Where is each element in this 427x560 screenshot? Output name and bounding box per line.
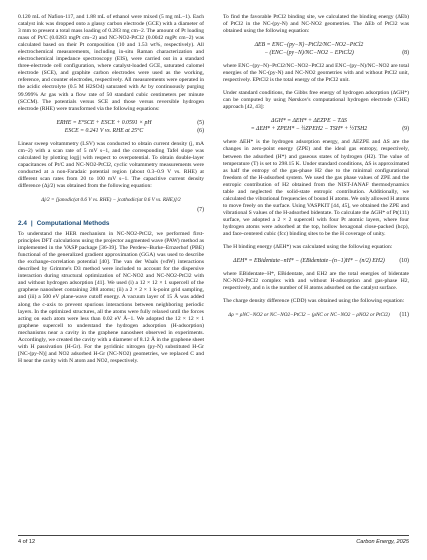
equation-body: Δj/2 = [janodic(at 0.6 V vs. RHE) − jcathodic(at 0.6 V vs. RHE)]/2 bbox=[41, 196, 181, 203]
paragraph: where ΔEH* is the hydrogen adsorption energy, and ΔEZPE and ΔS are the changes in zero-point energy (ZPE) and the ideal gas entropy, respectively, between the adsorbed (H*) and gaseous states of hydrogen (H2). The value of temperature (T) is set to 298.15 K. Under standard conditions, ΔS is approximated as half the entropy of the gas-phase H2 due to the minimal configurational freedom of the H-adsorbed system. We used the gas phase values of ZPE and the entropic contribution of H2 obtained from the NIST-JANAF thermodynamics table and neglected the solid-state entropic contribution. Additionally, we calculated the vibrational frequencies of bound H atoms. We only allowed H atoms to move freely on the surface. Using VASPKIT [44, 45], we obtained the ZPE and vibrational S values of the H-adsorbed bidentate. To calculate the ΔGH* of Pt(111) surface, we adopted a 2 × 2 supercell with four Pt atomic layers, where four hydrogen atoms were adsorbed at the top, hollow hexagonal close-packed (hcp), and face-centered cubic (fcc) binding sites to be the H coverage of unity. bbox=[223, 139, 410, 238]
equation-body: ΔEH* = EBidentate−nH* − (EBidentate−(n−1)H* − (n/2) EH2) bbox=[233, 258, 385, 265]
section-heading: 2.4 | Computational Methods bbox=[18, 219, 110, 227]
equation-number: (5) bbox=[197, 119, 204, 126]
equation-9-line-2 bbox=[223, 125, 409, 133]
equation-9 bbox=[223, 117, 409, 125]
equation-body: ΔGH* = ΔEH* + ΔEZPE − TΔS bbox=[271, 118, 347, 125]
section-number: 2.4 bbox=[18, 219, 27, 227]
equation-10 bbox=[223, 257, 409, 265]
equation-7 bbox=[18, 196, 204, 204]
equation-number: (7) bbox=[197, 206, 204, 213]
paragraph: 0.120 mL of Nafion-117, and 1.88 mL of ethanol were mixed (5 mg mL−1). Each catalyst ink was dropped onto a glassy carbon electrode (GCE) with a diameter of 3 mm to present a total mass loading of 0.283 mg cm−2. The amount of Pt loading mass of Pt/C (0.0283 mgPt cm−2) and NC-NO2-PtCl2 (0.0042 mgPt cm−2) was calculated based on their Pt composition (10 and 1.53 wt%, respectively). All electrochemical measurements, including in-situ Raman characterization and electrochemical impedance spectroscopy (EIS), were carried out in a standard three-electrode cell configuration, where catalyst-loaded GCE, saturated calomel electrode (SCE), and graphite carbon electrodes were used as the working, reference, and counter electrodes, respectively. All measurements were operated in the acidic electrolyte (0.5 M H2SO4) saturated with Ar by continuously purging 99.999% Ar gas with a flow rate of 50 standard cubic centimeters per minute (SCCM). The potentials versus SCE and those versus reversible hydrogen electrode (RHE) were transformed via the following equations: bbox=[18, 14, 204, 112]
equation-6 bbox=[18, 127, 204, 135]
right-column bbox=[223, 14, 409, 319]
page-number: 4 of 12 bbox=[18, 539, 36, 545]
equation-body: − (ENC−(py−N)/NC−NO2 − EPtCl2) bbox=[264, 50, 354, 57]
equation-number: (6) bbox=[197, 127, 204, 134]
paragraph: The H binding energy (ΔEH*) was calculated using the following equation: bbox=[223, 244, 393, 251]
paragraph: where EBidentate−H*, EBidentate, and EH2 are the total energies of bidentate NC-NO2-PtCl2 complex with and without H-adsorption and gas-phase H2, respectively, and n is the number of H atoms adsorbed on the catalyst surface. bbox=[223, 271, 409, 292]
equation-body: ΔEB = ENC−(py−N)−PtCl2/NC−NO2−PtCl2 bbox=[254, 42, 364, 49]
equation-5 bbox=[18, 119, 204, 127]
paragraph: To find the favorable PtCl2 binding site, we calculated the binding energy (ΔEb) of PtCl2 in the NC-(py-N) and NC-NO2 geometries. The ΔEb of PtCl2 was obtained using the following equation: bbox=[223, 14, 409, 35]
equation-number: (10) bbox=[399, 258, 409, 265]
equation-body: ERHE = E°SCE + ESCE + 0.0591 × pH bbox=[56, 119, 152, 126]
equation-11 bbox=[223, 311, 409, 319]
paragraph: where ENC−(py−N)−PtCl2/NC−NO2−PtCl2 and ENC−(py−N)/NC−NO2 are total energies of the NC-(py-N) and NC-NO2 geometries with and without PtCl2 unit, respectively. EPtCl2 is the total energy of the PtCl2 unit. bbox=[223, 63, 409, 84]
equation-8 bbox=[223, 41, 409, 49]
page-footer bbox=[18, 535, 409, 545]
left-column bbox=[18, 14, 204, 365]
equation-number: (8) bbox=[402, 50, 409, 57]
journal-name: Carbon Energy, 2025 bbox=[356, 539, 409, 545]
equation-number: (11) bbox=[399, 312, 409, 319]
equation-body: ESCE = 0.241 V vs. RHE at 25°C bbox=[64, 127, 144, 134]
equation-body: Δρ = ρNC−NO2 or NC−NO2−PtCl2 − (ρNC or NC−NO2 − ρNO2 or PtCl2) bbox=[228, 312, 390, 319]
equation-number: (9) bbox=[402, 126, 409, 133]
paragraph: Linear sweep voltammetry (LSV) was conducted to obtain current density (j, mA cm−2) with a scan rate of 5 mV s−1, and the corresponding Tafel slope was calculated by plotting log|j| with respect to overpotential. To obtain double-layer capacitances of Pt/C and NC-NO2-PtCl2, cyclic voltammetry measurements were conducted at a non-Faradaic potential region (about 0.3–0.9 V vs. RHE) at different scan rates from 20 to 100 mV s−1. The capacitive current density difference (Δj/2) was obtained from the following equation: bbox=[18, 140, 204, 189]
paragraph: To understand the HER mechanism in NC-NO2-PtCl2, we performed first-principles DFT calculations using the projector augmented wave (PAW) method as implemented in the VASP package [36-39]. The Perdew–Burke–Ernzerhof (PBE) functional of the generalized gradient approximation (GGA) was used to describe the exchange-correlation potential [40]. The van der Waals (vdW) interactions described by Grimme's D3 method were included to account for the dispersive interaction during structural optimization of NC-NO2 and NC-NO2-PtCl2 with and without hydrogen adsorption [41]. We used (i) a 12 × 12 × 1 supercell of the graphene nanosheet containing 288 atoms; (ii) a 2 × 2 × 1 k-point grid sampling, and (iii) a 500 eV plane-wave cutoff energy. A vacuum layer of 15 Å was added along the c-axis to prevent spurious interactions between neighboring periodic layers. In the optimized structures, all the atoms were fully relaxed until the forces acting on each atom were less than 0.02 eV Å−1. We adopted the 12 × 12 × 1 graphene supercell to understand the hydrogen adsorption (H-adsorption) mechanisms near a cavity in the graphene nanosheet observed in experiments. Accordingly, we created the cavity with a diameter of 8.12 Å in the graphene sheet with H passivation (H-Gr). For the pyridinic nitrogen (py-N) substituted H-Gr [NC-(py-N)] and NO2 adsorbed H-Gr (NC-NO2) geometries, we replaced C and H near the cavity with N atom and NO2, respectively. bbox=[18, 231, 204, 364]
paragraph: Under standard conditions, the Gibbs free energy of hydrogen adsorption (ΔGH*) can be computed by using Nørskov's computational hydrogen electrode (CHE) approach [42, 43]: bbox=[223, 90, 409, 111]
paragraph: The charge density difference (CDD) was obtained using the following equation: bbox=[223, 298, 405, 305]
section-title: Computational Methods bbox=[36, 219, 110, 227]
equation-7-number-row bbox=[18, 206, 204, 214]
equation-body: = ΔEH* + ZPEH* − ½ZPEH2 − TSH* + ½TSH2 bbox=[250, 126, 368, 133]
equation-8-line-2 bbox=[223, 49, 409, 57]
